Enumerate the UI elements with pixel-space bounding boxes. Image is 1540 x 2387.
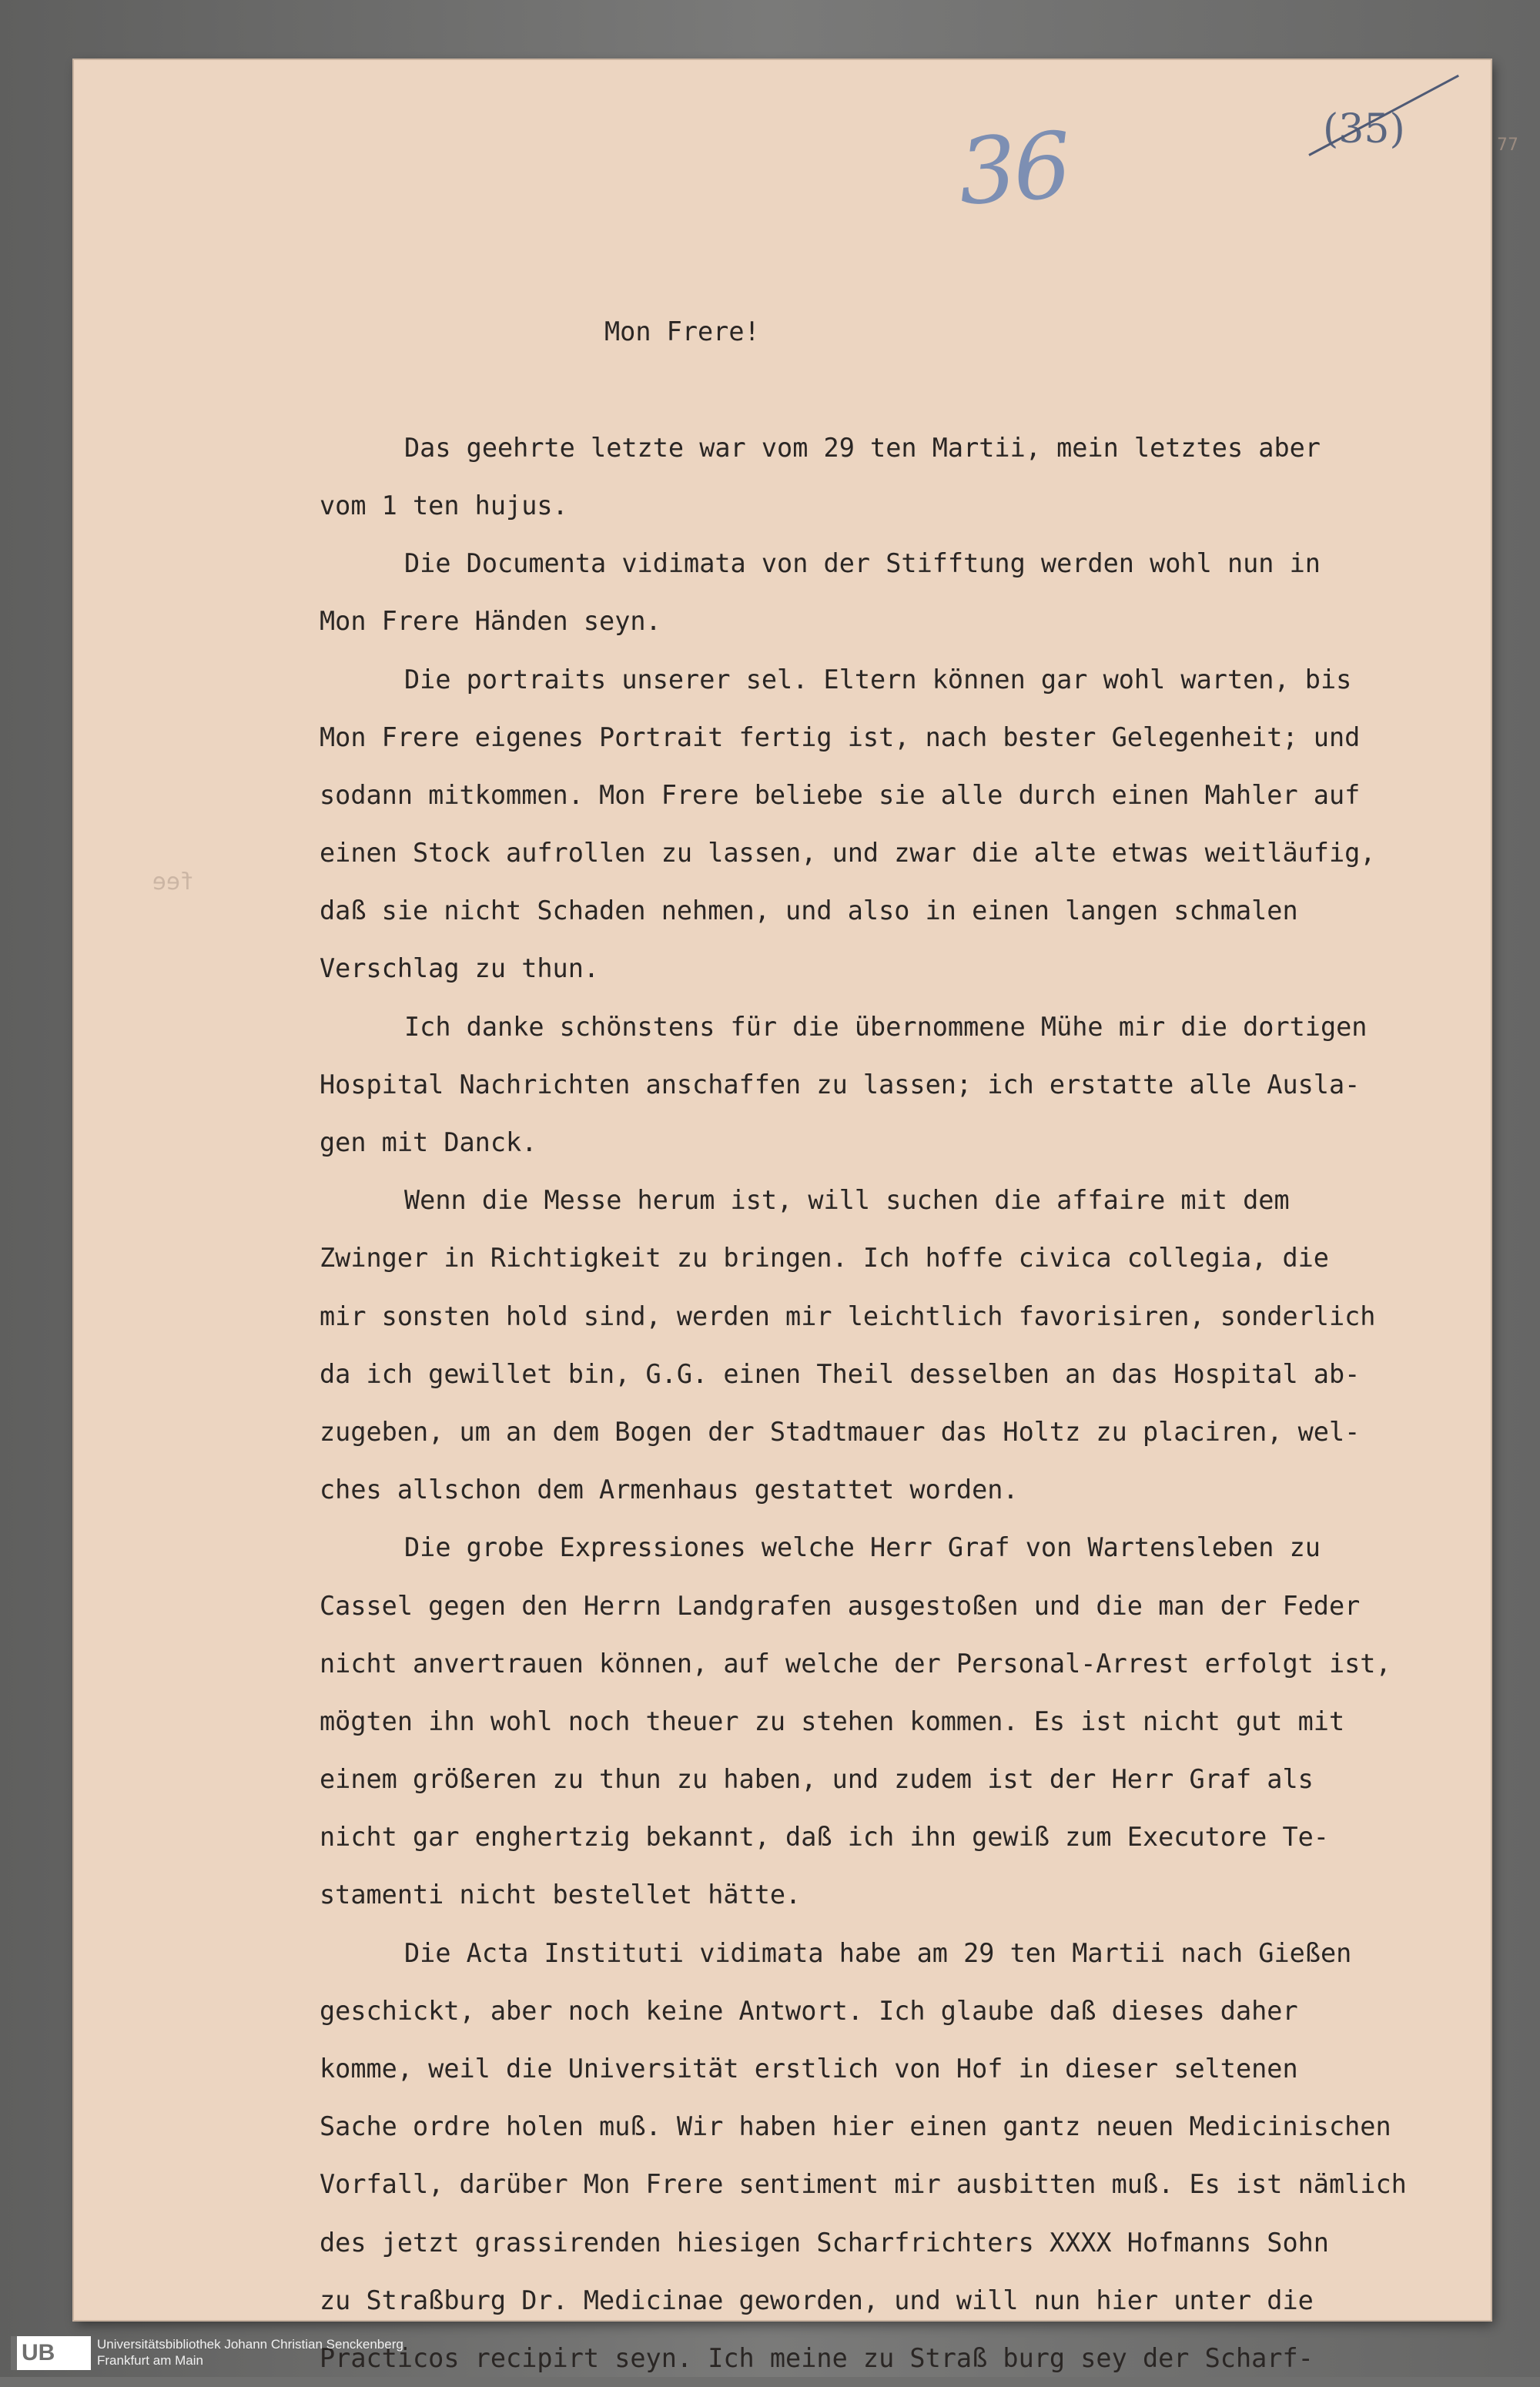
letter-line: sodann mitkommen. Mon Frere beliebe sie alle durch einen Mahler auf [320, 779, 1361, 810]
letter-line: da ich gewillet bin, G.G. einen Theil desselben an das Hospital ab- [320, 1358, 1361, 1389]
letter-line: komme, weil die Universität erstlich von Hof in dieser seltenen [320, 2054, 1298, 2084]
letter-line: Practicos recipirt seyn. Ich meine zu Straß burg sey der Scharf- [320, 2342, 1314, 2373]
letter-line: Zwinger in Richtigkeit zu bringen. Ich hoffe civica collegia, die [320, 1243, 1329, 1274]
letter-line: Hospital Nachrichten anschaffen zu lassen; ich erstatte alle Ausla- [320, 1069, 1361, 1100]
letter-body [320, 187, 1475, 2387]
letter-line: vom 1 ten hujus. [320, 490, 568, 521]
letter-line: Die Documenta vidimata von der Stifftung werden wohl nun in [404, 548, 1321, 579]
letter-line: Die portraits unserer sel. Eltern können gar wohl warten, bis [404, 664, 1352, 695]
letter-line: gen mit Danck. [320, 1127, 537, 1158]
letter-line: Vorfall, darüber Mon Frere sentiment mir ausbitten muß. Es ist nämlich [320, 2169, 1407, 2200]
letter-line: daß sie nicht Schaden nehmen, und also in einen langen schmalen [320, 896, 1298, 926]
letter-line: Die Acta Instituti vidimata habe am 29 ten Martii nach Gießen [404, 1937, 1352, 1968]
letter-line: Wenn die Messe herum ist, will suchen die affaire mit dem [404, 1185, 1290, 1216]
letter-line: Cassel gegen den Herrn Landgrafen ausgestoßen und die man der Feder [320, 1590, 1361, 1621]
salutation: Mon Frere! [604, 316, 760, 347]
library-credit-line-1: Universitätsbibliothek Johann Christian Senckenberg [97, 2337, 403, 2352]
letter-line: zugeben, um an dem Bogen der Stadtmauer das Holtz zu placiren, wel- [320, 1416, 1361, 1447]
letter-line: Das geehrte letzte war vom 29 ten Martii, mein letztes aber [404, 432, 1321, 463]
letter-line: des jetzt grassirenden hiesigen Scharfrichters XXXX Hofmanns Sohn [320, 2227, 1329, 2258]
old-folio-number-struck: (35) [1323, 106, 1405, 152]
letter-line: geschickt, aber noch keine Antwort. Ich glaube daß dieses daher [320, 1995, 1298, 2026]
letter-line: stamenti nicht bestellet hätte. [320, 1880, 802, 1910]
logo-bar [11, 2336, 17, 2370]
ghost-margin-text: fee [152, 869, 194, 896]
archive-number-pencil: 36 [955, 112, 1072, 226]
letter-line: Die grobe Expressiones welche Herr Graf von Wartensleben zu [404, 1532, 1321, 1563]
library-credit [97, 2336, 403, 2369]
letter-line: Ich danke schönstens für die übernommene Mühe mir die dortigen [404, 1011, 1368, 1042]
ub-logo [11, 2336, 91, 2370]
logo-text: UB [22, 2340, 55, 2365]
letter-line: einem größeren zu thun zu haben, und zudem ist der Herr Graf als [320, 1764, 1314, 1795]
letter-line: zu Straßburg Dr. Medicinae geworden, und will nun hier unter die [320, 2285, 1314, 2315]
letter-line: nicht gar enghertzig bekannt, daß ich ihn gewiß zum Executore Te- [320, 1822, 1329, 1853]
letter-line: Mon Frere Händen seyn. [320, 606, 661, 637]
letter-line: nicht anvertrauen können, auf welche der Personal-Arrest erfolgt ist, [320, 1648, 1391, 1679]
letter-line: ches allschon dem Armenhaus gestattet worden. [320, 1475, 1019, 1505]
letter-line: mir sonsten hold sind, werden mir leichtlich favorisiren, sonderlich [320, 1301, 1376, 1331]
letter-line: mögten ihn wohl noch theuer zu stehen kommen. Es ist nicht gut mit [320, 1706, 1345, 1736]
letter-line: einen Stock aufrollen zu lassen, und zwar die alte etwas weitläufig, [320, 838, 1376, 869]
library-credit-line-2: Frankfurt am Main [97, 2353, 203, 2368]
letter-line: Verschlag zu thun. [320, 953, 600, 984]
letter-line: Mon Frere eigenes Portrait fertig ist, nach bester Gelegenheit; und [320, 721, 1361, 752]
letter-line: Sache ordre holen muß. Wir haben hier einen gantz neuen Medicinischen [320, 2111, 1391, 2142]
corner-page-note: 77 [1497, 136, 1518, 155]
